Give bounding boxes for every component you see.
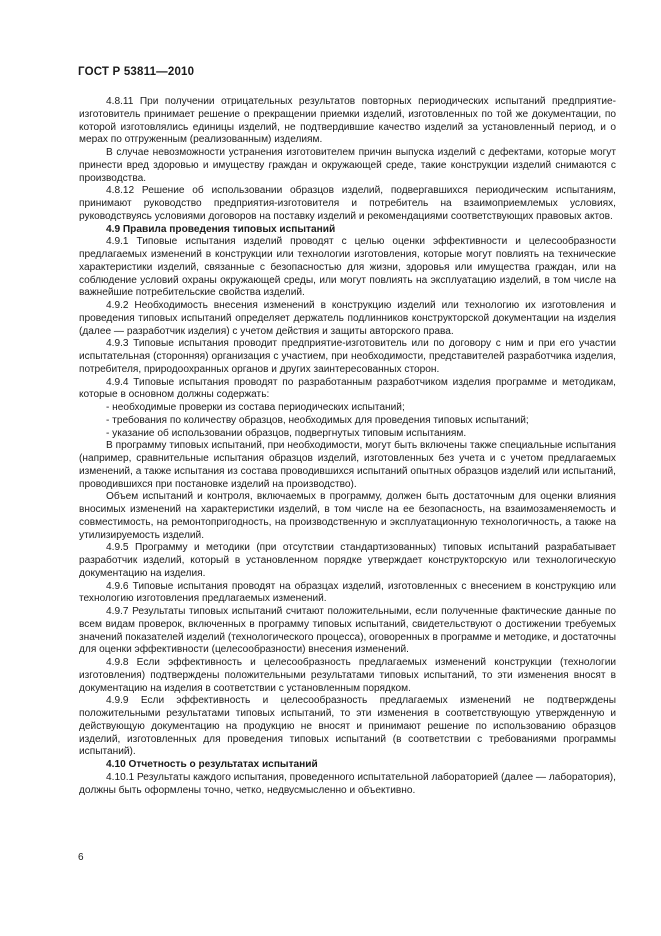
paragraph: В случае невозможности устранения изготовителем причин выпуска изделий с дефектами, которые могут принести вред здоровью и имуществу граждан и окружающей среде, такие конструкции изделий снимаются с производства. <box>79 147 616 184</box>
paragraph: 4.9.5 Программу и методики (при отсутствии стандартизованных) типовых испытаний разрабатывает разработчик изделий, который в установленном порядке утверждает конструкторскую или технологическую документацию на изделия. <box>79 542 616 579</box>
paragraph: Объем испытаний и контроля, включаемых в программу, должен быть достаточным для оценки влияния вносимых изменений на характеристики изделий, в том числе на ее безопасность, на взаимозаменяемость и совместимость, на ремонтопригодность, на производственную и эксплуатационную технологичность, а также на утилизируемость изделий. <box>79 491 616 541</box>
paragraph: 4.9.1 Типовые испытания изделий проводят с целью оценки эффективности и целесообразности предлагаемых изменений в конструкции или технологии изготовления, которые могут повлиять на технические характеристики изделий, связанные с безопасностью для жизни, здоровья или имущества граждан, или на соблюдение условий охраны окружающей среды, или могут повлиять на эксплуатацию изделий, в том числе на важнейшие потребительские свойства изделий. <box>79 236 616 299</box>
paragraph: 4.9.3 Типовые испытания проводит предприятие-изготовитель или по договору с ним и при его участии испытательная (сторонняя) организация с участием, при необходимости, представителей разработчика изделия, потребителя, природоохранных органов и других заинтересованных сторон. <box>79 338 616 375</box>
document-header: ГОСТ Р 53811—2010 <box>78 66 195 78</box>
page-number: 6 <box>78 852 84 863</box>
list-item: - необходимые проверки из состава периодических испытаний; <box>106 402 405 413</box>
list-item: - требования по количеству образцов, необходимых для проведения типовых испытаний; <box>106 414 529 426</box>
paragraph: В программу типовых испытаний, при необходимости, могут быть включены также специальные испытания (например, сравнительные испытания образцов изделий, изготовленных без учета и с учетом предлагаемых изменений, а также испытания из состава проводившихся испытаний опытных образцов изделий или испытаний, проводившихся при постановке изделий на производство). <box>79 440 616 490</box>
section-heading: 4.9 Правила проведения типовых испытаний <box>106 223 336 235</box>
paragraph: 4.9.8 Если эффективность и целесообразность предлагаемых изменений конструкции (технологии изготовления) подтверждены положительными результатами типовых испытаний, то эти изменения вносят в документацию на изделия в соответствии с установленным порядком. <box>79 657 616 694</box>
paragraph: 4.9.2 Необходимость внесения изменений в конструкцию изделий или технологию их изготовления и проведения типовых испытаний определяет держатель подлинников конструкторской документации на изделия (далее — разработчик изделия) с учетом действия и защиты авторского права. <box>79 300 616 337</box>
document-body <box>79 96 616 797</box>
paragraph: 4.9.6 Типовые испытания проводят на образцах изделий, изготовленных с внесением в конструкцию или технологию изготовления предлагаемых изменений. <box>79 580 616 605</box>
paragraph: 4.8.12 Решение об использовании образцов изделий, подвергавшихся периодическим испытаниям, принимают руководство предприятия-изготовителя и потребитель на взаимоприемлемых условиях, руководствуясь условиями договоров на поставку изделий и рекомендациями соответствующих правовых актов. <box>79 185 616 222</box>
paragraph: 4.9.7 Результаты типовых испытаний считают положительными, если полученные фактические данные по всем видам проверок, включенных в программу типовых испытаний, свидетельствуют о достижении требуемых значений показателей изделий (технологического процесса), оговоренных в программе и методике, и достаточны для оценки эффективности (целесообразности) внесения изменений. <box>79 606 616 656</box>
section-heading: 4.10 Отчетность о результатах испытаний <box>106 759 318 770</box>
paragraph: 4.9.4 Типовые испытания проводят по разработанным разработчиком изделия программе и методикам, которые в основном должны содержать: <box>79 376 616 401</box>
paragraph: 4.9.9 Если эффективность и целесообразность предлагаемых изменений не подтверждены положительными результатами типовых испытаний, то эти изменения в соответствующую утвержденную и действующую документацию на продукцию не вносят и принимают решение по использованию образцов изделий, изготовленных для проведения типовых испытаний (в соответствии с требованиями программы испытаний). <box>79 695 616 758</box>
paragraph: 4.8.11 При получении отрицательных результатов повторных периодических испытаний предприятие-изготовитель принимает решение о прекращении приемки изделий, изготовленных по той же документации, по которой изготовлялись единицы изделий, не подтвердившие качество изделий за установленный период, и о мерах по отгруженным (реализованным) изделиям. <box>79 96 616 146</box>
paragraph: 4.10.1 Результаты каждого испытания, проведенного испытательной лабораторией (далее — лаборатория), должны быть оформлены точно, четко, недвусмысленно и объективно. <box>79 771 616 796</box>
list-item: - указание об использовании образцов, подвергнутых типовым испытаниям. <box>106 427 467 439</box>
